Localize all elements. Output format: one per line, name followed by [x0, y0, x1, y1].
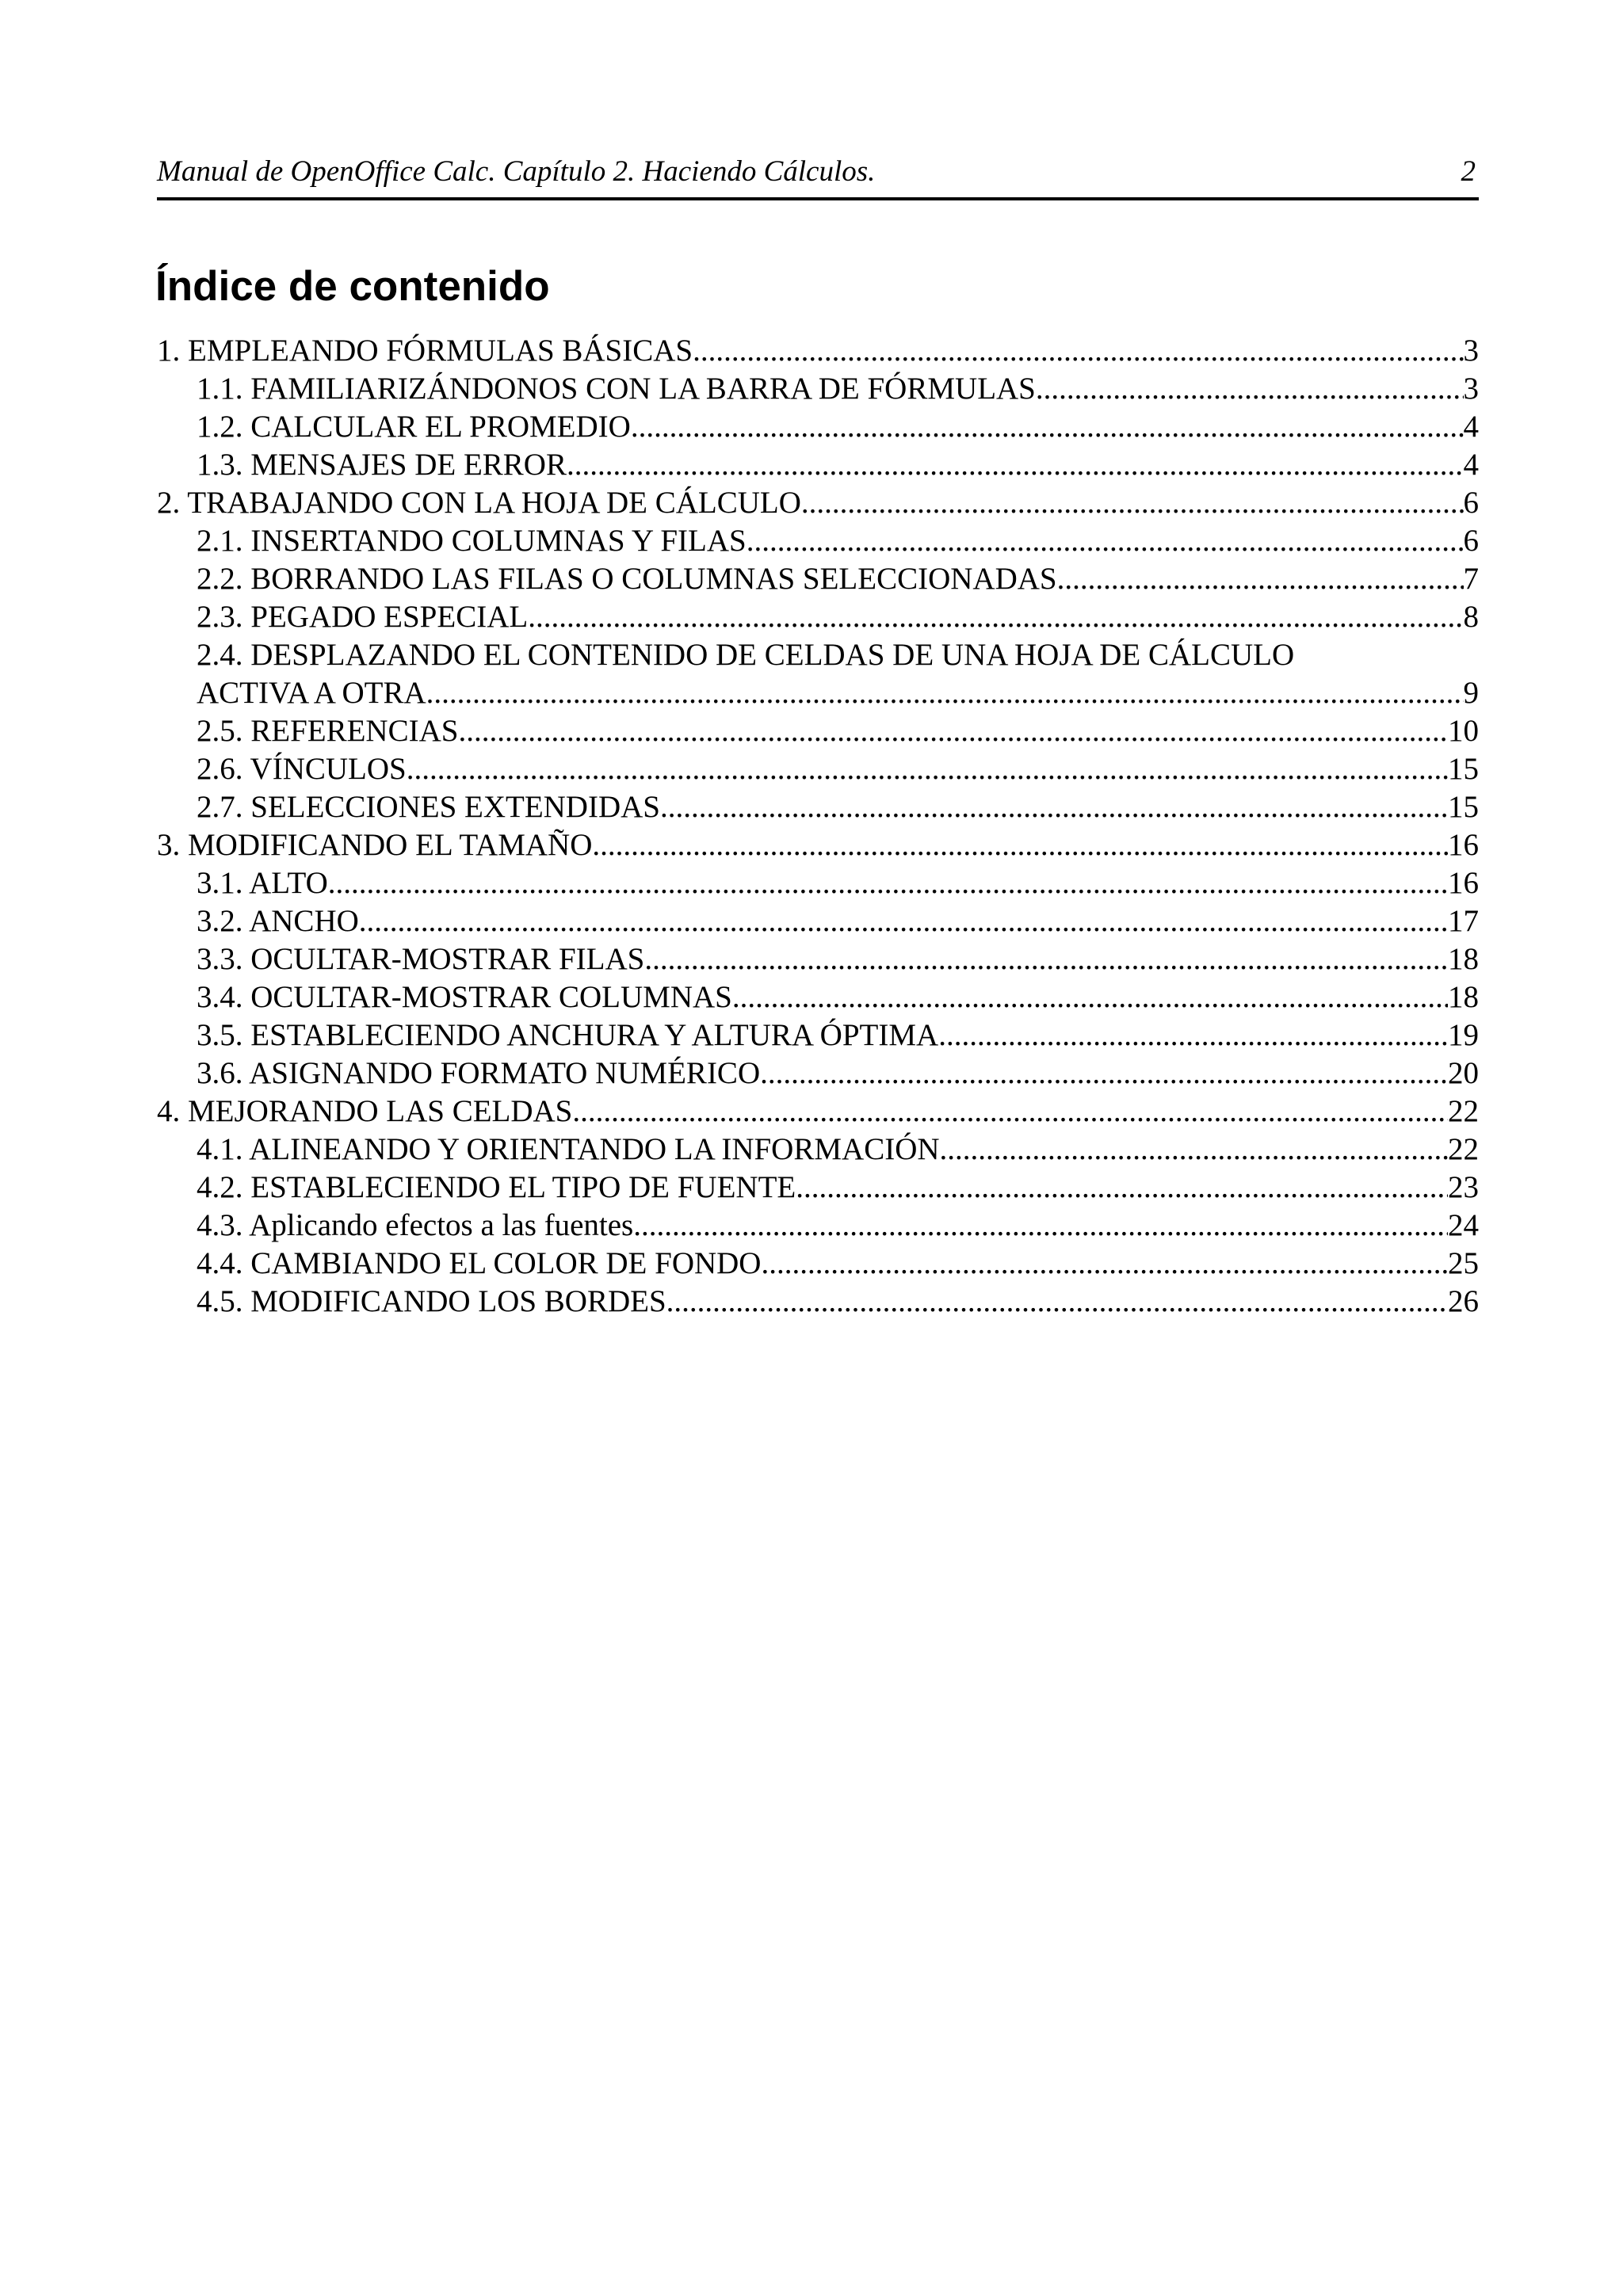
toc-entry[interactable]	[157, 560, 1479, 598]
toc-dot-leader	[528, 598, 1463, 636]
toc-entry-text: 3.2. ANCHO	[197, 904, 359, 938]
toc-entry-page: 24	[1448, 1208, 1479, 1242]
toc-entry-page: 26	[1448, 1284, 1479, 1318]
toc-entry-page: 9	[1463, 676, 1479, 710]
toc-entry-page: 23	[1448, 1170, 1479, 1204]
toc-entry-text: ACTIVA A OTRA	[197, 676, 426, 710]
toc-dot-leader	[1057, 560, 1464, 598]
toc-entry[interactable]	[157, 712, 1479, 750]
toc-entry-text: 2.2. BORRANDO LAS FILAS O COLUMNAS SELECCIONADAS	[197, 562, 1057, 596]
toc-entry-page: 8	[1463, 600, 1479, 634]
toc-entry-text: 3.6. ASIGNANDO FORMATO NUMÉRICO	[197, 1056, 761, 1090]
toc-entry-page: 22	[1448, 1132, 1479, 1166]
toc-entry-page: 18	[1448, 980, 1479, 1014]
toc-dot-leader	[592, 826, 1448, 864]
toc-entry[interactable]	[157, 1016, 1479, 1055]
toc-entry-page: 19	[1448, 1018, 1479, 1052]
toc-entry[interactable]	[157, 902, 1479, 940]
toc-heading: Índice de contenido	[155, 263, 550, 310]
toc-entry-page: 7	[1463, 562, 1479, 596]
toc-dot-leader	[572, 1093, 1448, 1131]
toc-dot-leader	[940, 1131, 1448, 1169]
toc-entry-text: 3.1. ALTO	[197, 866, 328, 900]
toc-dot-leader	[761, 1245, 1448, 1283]
toc-entry-page: 20	[1448, 1056, 1479, 1090]
header-page-number: 2	[1461, 155, 1476, 188]
toc-entry-text: 2.7. SELECCIONES EXTENDIDAS	[197, 790, 660, 824]
toc-dot-leader	[1036, 370, 1464, 408]
toc-entry[interactable]	[157, 788, 1479, 826]
toc-entry-page: 17	[1448, 904, 1479, 938]
toc-entry-page: 3	[1463, 334, 1479, 368]
toc-entry[interactable]	[157, 332, 1479, 370]
toc-entry-page: 4	[1463, 410, 1479, 444]
toc-dot-leader	[644, 940, 1448, 978]
toc-dot-leader	[732, 978, 1448, 1016]
toc-entry-text: 4. MEJORANDO LAS CELDAS	[157, 1094, 573, 1128]
toc-dot-leader	[801, 484, 1464, 522]
toc-dot-leader	[633, 1207, 1448, 1245]
page-header	[157, 153, 1479, 200]
toc-entry[interactable]	[157, 446, 1479, 484]
toc-dot-leader	[567, 446, 1464, 484]
toc-entry-text: 3.4. OCULTAR-MOSTRAR COLUMNAS	[197, 980, 732, 1014]
toc-entry-page: 10	[1448, 714, 1479, 748]
toc-entry[interactable]	[157, 940, 1479, 978]
toc-entry-text: 4.2. ESTABLECIENDO EL TIPO DE FUENTE	[197, 1170, 796, 1204]
toc-entry[interactable]	[157, 522, 1479, 560]
toc-entry-page: 15	[1448, 790, 1479, 824]
toc-entry-page: 4	[1463, 448, 1479, 482]
toc-entry-text: 4.3. Aplicando efectos a las fuentes	[197, 1208, 634, 1242]
toc-dot-leader	[938, 1016, 1448, 1055]
toc-entry-text: 2.6. VÍNCULOS	[197, 752, 407, 786]
toc-entry[interactable]	[157, 370, 1479, 408]
toc-entry-text: 2.1. INSERTANDO COLUMNAS Y FILAS	[197, 524, 747, 558]
toc-dot-leader	[426, 674, 1464, 712]
toc-dot-leader	[458, 712, 1448, 750]
toc-entry[interactable]	[157, 598, 1479, 636]
toc-entry-text: 1.3. MENSAJES DE ERROR	[197, 448, 567, 482]
toc-dot-leader	[660, 788, 1448, 826]
toc-entry-text: 2.5. REFERENCIAS	[197, 714, 459, 748]
toc-entry[interactable]	[157, 826, 1479, 864]
toc-dot-leader	[747, 522, 1464, 560]
toc-entry[interactable]	[157, 1055, 1479, 1093]
toc-entry-page: 25	[1448, 1246, 1479, 1280]
toc-entry[interactable]	[157, 1245, 1479, 1283]
toc-dot-leader	[328, 864, 1448, 902]
toc-entry[interactable]	[157, 1207, 1479, 1245]
toc-dot-leader	[693, 332, 1463, 370]
toc-entry-text: 4.5. MODIFICANDO LOS BORDES	[197, 1284, 666, 1318]
toc-entry-page: 18	[1448, 942, 1479, 976]
toc-entry-text: 2. TRABAJANDO CON LA HOJA DE CÁLCULO	[157, 486, 801, 520]
toc-entry-page: 22	[1448, 1094, 1479, 1128]
toc-entry-page: 15	[1448, 752, 1479, 786]
toc-entry-page: 16	[1448, 866, 1479, 900]
toc-entry-text: 3.5. ESTABLECIENDO ANCHURA Y ALTURA ÓPTIMA	[197, 1018, 939, 1052]
toc-entry[interactable]	[157, 1131, 1479, 1169]
toc-entry-text: 1.1. FAMILIARIZÁNDONOS CON LA BARRA DE FÓRMULAS	[197, 372, 1036, 406]
toc-dot-leader	[359, 902, 1448, 940]
toc-entry[interactable]	[157, 1093, 1479, 1131]
toc-dot-leader	[631, 408, 1464, 446]
toc-entry[interactable]	[157, 1283, 1479, 1321]
toc-entry-page: 6	[1463, 524, 1479, 558]
toc-entry[interactable]	[157, 864, 1479, 902]
toc-entry-text: 1.2. CALCULAR EL PROMEDIO	[197, 410, 631, 444]
toc-entry-text: 3.3. OCULTAR-MOSTRAR FILAS	[197, 942, 645, 976]
toc-entry[interactable]	[157, 408, 1479, 446]
toc-entry-text: 4.4. CAMBIANDO EL COLOR DE FONDO	[197, 1246, 762, 1280]
toc-dot-leader	[796, 1169, 1448, 1207]
toc-dot-leader	[407, 750, 1448, 788]
table-of-contents	[157, 332, 1479, 1321]
toc-entry[interactable]	[157, 978, 1479, 1016]
toc-entry-text: 3. MODIFICANDO EL TAMAÑO	[157, 828, 593, 862]
toc-entry-text: 4.1. ALINEANDO Y ORIENTANDO LA INFORMACIÓN	[197, 1132, 940, 1166]
toc-entry-page: 3	[1463, 372, 1479, 406]
toc-entry-text-line-1: 2.4. DESPLAZANDO EL CONTENIDO DE CELDAS DE UNA HOJA DE CÁLCULO	[197, 638, 1295, 672]
toc-entry[interactable]	[157, 484, 1479, 522]
toc-entry[interactable]	[157, 1169, 1479, 1207]
toc-entry-page: 16	[1448, 828, 1479, 862]
toc-entry-page: 6	[1463, 486, 1479, 520]
toc-entry[interactable]	[157, 636, 1479, 712]
toc-entry-text: 2.3. PEGADO ESPECIAL	[197, 600, 529, 634]
toc-dot-leader	[760, 1055, 1448, 1093]
toc-dot-leader	[666, 1283, 1448, 1321]
header-title: Manual de OpenOffice Calc. Capítulo 2. Haciendo Cálculos.	[157, 155, 876, 188]
toc-entry[interactable]	[157, 750, 1479, 788]
toc-entry-text: 1. EMPLEANDO FÓRMULAS BÁSICAS	[157, 334, 693, 368]
